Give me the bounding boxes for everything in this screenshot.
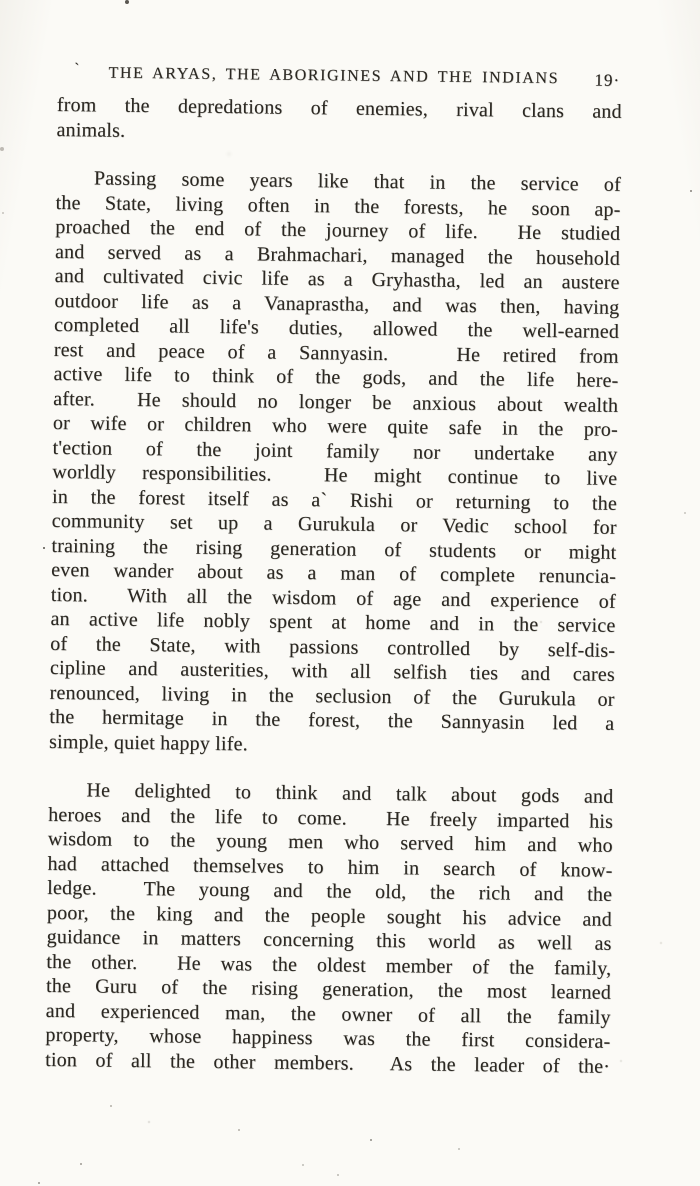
paragraph — [45, 778, 614, 1079]
text-line: even wander about as a man of complete renuncia- — [51, 558, 617, 588]
text-line: the Guru of the rising generation, the most learned — [45, 974, 612, 1004]
text-line: tion. With all the wisdom of age and experience of — [50, 583, 616, 613]
text-line: renounced, living in the seclusion of the Gurukula or — [49, 681, 615, 711]
text-line: had attached themselves to him in search of know- — [47, 852, 613, 882]
text-line: from the depredations of enemies, rival clans and — [56, 93, 622, 123]
text-line: property, whose happiness was the first considera- — [45, 1023, 611, 1053]
text-line: t'ection of the joint family nor undertake any — [52, 436, 618, 466]
text-line: and cultivated civic life as a Gryhastha, led an austere — [54, 264, 620, 294]
stray-scan-mark: ` — [74, 61, 80, 78]
text-line: Passing some years like that in the service of — [93, 167, 622, 196]
text-line: wisdom to the young men who served him and who — [47, 827, 613, 857]
text-line: an active life nobly spent at home and in the service — [50, 607, 616, 637]
text-line: and experienced man, the owner of all the family — [45, 999, 611, 1029]
text-line: after. He should no longer be anxious about wealth — [53, 387, 619, 417]
text-line: training the rising generation of students or might — [51, 534, 617, 564]
text-line: in the forest itself as a` Rishi or returning to the — [51, 485, 618, 515]
text-line: the other. He was the oldest member of the family, — [46, 950, 612, 980]
paragraph — [49, 166, 621, 761]
text-line: tion of all the other members. As the leader of the· — [45, 1048, 611, 1078]
text-line: cipline and austerities, with all selfish ties and cares — [49, 656, 616, 686]
text-line: proached the end of the journey of life. He studied — [55, 215, 621, 245]
text-line: simple, quiet happy life. — [48, 730, 249, 755]
text-line: rest and peace of a Sannyasin. He retired from — [53, 338, 619, 368]
text-line: the hermitage in the forest, the Sannyasin led a — [49, 705, 615, 735]
text-line: completed all life's duties, allowed the well-earned — [53, 313, 620, 343]
text-line: outdoor life as a Vanaprastha, and was then, having — [54, 289, 620, 319]
page-header — [74, 62, 620, 89]
paragraph — [56, 93, 622, 149]
text-line: poor, the king and the people sought his advice and — [46, 901, 613, 931]
text-line: or wife or children who were quite safe in the pro- — [52, 411, 619, 441]
text-line: worldly responsibilities. He might continue to live — [52, 460, 618, 490]
text-line: heroes and the life to come. He freely imparted his — [48, 803, 614, 833]
text-line: of the State, with passions controlled by self-dis- — [50, 632, 616, 662]
page-number: 19· — [594, 70, 621, 90]
text-line: guidance in matters concerning this world as well as — [46, 925, 612, 955]
text-line: He delighted to think and talk about gods and — [86, 779, 614, 808]
text-line: and served as a Brahmachari, managed the household — [54, 240, 621, 270]
running-title: THE ARYAS, THE ABORIGINES AND THE INDIANS — [108, 64, 560, 88]
text-line: ledge. The young and the old, the rich and the — [47, 876, 613, 906]
text-line: community set up a Gurukula or Vedic school for — [51, 509, 617, 539]
text-line: animals. — [56, 118, 126, 142]
text-line: the State, living often in the forests, he soon ap- — [55, 191, 621, 221]
page-body — [45, 93, 622, 1079]
text-line: active life to think of the gods, and the life here- — [53, 362, 619, 392]
